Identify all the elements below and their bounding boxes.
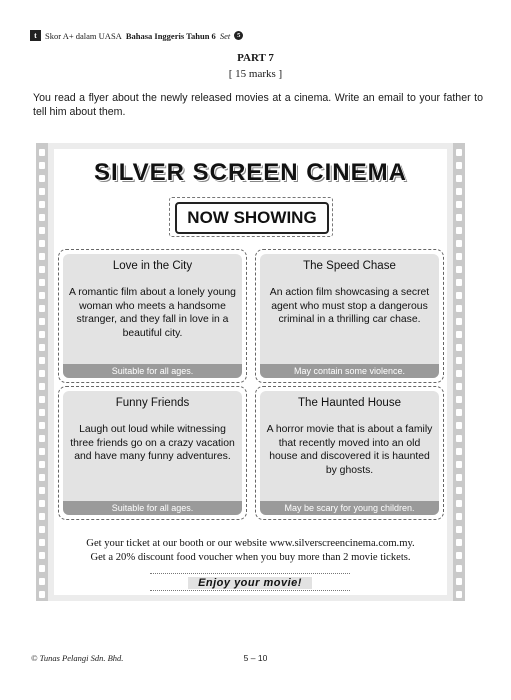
sprocket-hole bbox=[456, 422, 462, 429]
page-number: 5 – 10 bbox=[243, 653, 268, 663]
sprocket-hole bbox=[39, 279, 45, 286]
movie-title: Funny Friends bbox=[115, 397, 190, 409]
sprocket-hole bbox=[39, 305, 45, 312]
sprocket-hole bbox=[456, 552, 462, 559]
sprocket-hole bbox=[39, 357, 45, 364]
sprocket-hole bbox=[456, 318, 462, 325]
movie-rating: Suitable for all ages. bbox=[63, 364, 242, 378]
sprocket-hole bbox=[456, 396, 462, 403]
sprocket-hole bbox=[39, 513, 45, 520]
sprocket-hole bbox=[456, 344, 462, 351]
sprocket-hole bbox=[456, 227, 462, 234]
sprocket-hole bbox=[39, 500, 45, 507]
sprocket-hole bbox=[456, 526, 462, 533]
sprocket-hole bbox=[456, 201, 462, 208]
sprocket-hole bbox=[456, 474, 462, 481]
sprocket-hole bbox=[39, 591, 45, 598]
movie-title: The Haunted House bbox=[298, 397, 401, 409]
sprocket-hole bbox=[456, 331, 462, 338]
sprocket-hole bbox=[456, 175, 462, 182]
sprocket-hole bbox=[456, 383, 462, 390]
sprocket-hole bbox=[456, 448, 462, 455]
movie-rating: May contain some violence. bbox=[260, 364, 439, 378]
sprocket-hole bbox=[456, 292, 462, 299]
sprocket-hole bbox=[39, 526, 45, 533]
sprocket-hole bbox=[456, 539, 462, 546]
movie-title: Love in the City bbox=[112, 260, 193, 272]
page-header bbox=[30, 30, 243, 41]
sprocket-hole bbox=[39, 214, 45, 221]
sprocket-hole bbox=[39, 383, 45, 390]
movie-card bbox=[58, 386, 247, 520]
part-marks: [ 15 marks ] bbox=[228, 68, 283, 80]
sprocket-hole bbox=[39, 175, 45, 182]
part-title: PART 7 bbox=[237, 52, 274, 64]
movie-rating: Suitable for all ages. bbox=[63, 501, 242, 515]
sprocket-hole bbox=[39, 448, 45, 455]
sprocket-hole bbox=[456, 149, 462, 156]
sprocket-hole bbox=[39, 227, 45, 234]
now-showing-label: NOW SHOWING bbox=[175, 202, 329, 234]
sprocket-hole bbox=[39, 240, 45, 247]
movie-rating: May be scary for young children. bbox=[260, 501, 439, 515]
sprocket-hole bbox=[456, 266, 462, 273]
movie-card bbox=[58, 249, 247, 383]
movie-description: A romantic film about a lonely young woman who meets a handsome stranger, and they fall in love in a beautiful city. bbox=[69, 287, 236, 339]
movie-description: An action film showcasing a secret agent who must stop a dangerous criminal in a thrilling car chase. bbox=[269, 287, 430, 325]
sprocket-hole bbox=[39, 565, 45, 572]
sprocket-hole bbox=[39, 435, 45, 442]
film-strip-right bbox=[453, 143, 465, 601]
sprocket-hole bbox=[456, 461, 462, 468]
sprocket-hole bbox=[456, 591, 462, 598]
sprocket-hole bbox=[39, 188, 45, 195]
sprocket-hole bbox=[456, 188, 462, 195]
set-number: 5 bbox=[234, 31, 243, 40]
film-strip-left bbox=[36, 143, 48, 601]
sprocket-hole bbox=[39, 474, 45, 481]
instruction-text: You read a flyer about the newly released movies at a cinema. Write an email to your father to tell him about them. bbox=[33, 92, 483, 118]
movie-title: The Speed Chase bbox=[303, 260, 396, 272]
sprocket-hole bbox=[456, 513, 462, 520]
movie-description: Laugh out loud while witnessing three friends go on a crazy vacation and have many funny adventures. bbox=[70, 424, 235, 462]
sprocket-hole bbox=[39, 422, 45, 429]
sprocket-hole bbox=[39, 253, 45, 260]
now-showing-frame bbox=[169, 197, 333, 237]
sprocket-hole bbox=[39, 578, 45, 585]
sprocket-hole bbox=[456, 162, 462, 169]
publisher-logo: t bbox=[30, 30, 41, 41]
sprocket-hole bbox=[39, 162, 45, 169]
sprocket-hole bbox=[39, 409, 45, 416]
sprocket-hole bbox=[39, 539, 45, 546]
sprocket-hole bbox=[39, 266, 45, 273]
sprocket-hole bbox=[39, 318, 45, 325]
sprocket-hole bbox=[39, 344, 45, 351]
flyer-card bbox=[54, 149, 447, 595]
book-subject: Bahasa Inggeris Tahun 6 bbox=[125, 30, 216, 41]
movie-card bbox=[255, 249, 444, 383]
sprocket-hole bbox=[456, 500, 462, 507]
sprocket-hole bbox=[39, 396, 45, 403]
sprocket-hole bbox=[456, 578, 462, 585]
book-series: Skor A+ dalam UASA bbox=[45, 30, 122, 41]
sprocket-hole bbox=[456, 409, 462, 416]
movie-card bbox=[255, 386, 444, 520]
movie-description: A horror movie that is about a family that recently moved into an old house and discovered it is haunted by ghosts. bbox=[266, 424, 433, 476]
sprocket-hole bbox=[456, 214, 462, 221]
sprocket-hole bbox=[456, 435, 462, 442]
sprocket-hole bbox=[39, 370, 45, 377]
sprocket-hole bbox=[456, 305, 462, 312]
sprocket-hole bbox=[456, 253, 462, 260]
publisher-credit: © Tunas Pelangi Sdn. Bhd. bbox=[31, 653, 124, 663]
sprocket-hole bbox=[39, 331, 45, 338]
sprocket-hole bbox=[39, 149, 45, 156]
cinema-name: SILVER SCREEN CINEMA bbox=[94, 159, 407, 186]
sprocket-hole bbox=[39, 552, 45, 559]
enjoy-banner bbox=[150, 573, 350, 591]
ticket-info: Get your ticket at our booth or our website www.silverscreencinema.com.my. bbox=[86, 538, 415, 549]
set-label: Set bbox=[219, 30, 231, 41]
sprocket-hole bbox=[39, 201, 45, 208]
sprocket-hole bbox=[456, 487, 462, 494]
sprocket-hole bbox=[456, 370, 462, 377]
enjoy-text: Enjoy your movie! bbox=[188, 577, 312, 589]
discount-info: Get a 20% discount food voucher when you buy more than 2 movie tickets. bbox=[90, 552, 411, 563]
sprocket-hole bbox=[39, 487, 45, 494]
sprocket-hole bbox=[39, 292, 45, 299]
sprocket-hole bbox=[456, 240, 462, 247]
sprocket-hole bbox=[456, 565, 462, 572]
sprocket-hole bbox=[456, 279, 462, 286]
sprocket-hole bbox=[456, 357, 462, 364]
cinema-flyer bbox=[36, 143, 465, 601]
sprocket-hole bbox=[39, 461, 45, 468]
